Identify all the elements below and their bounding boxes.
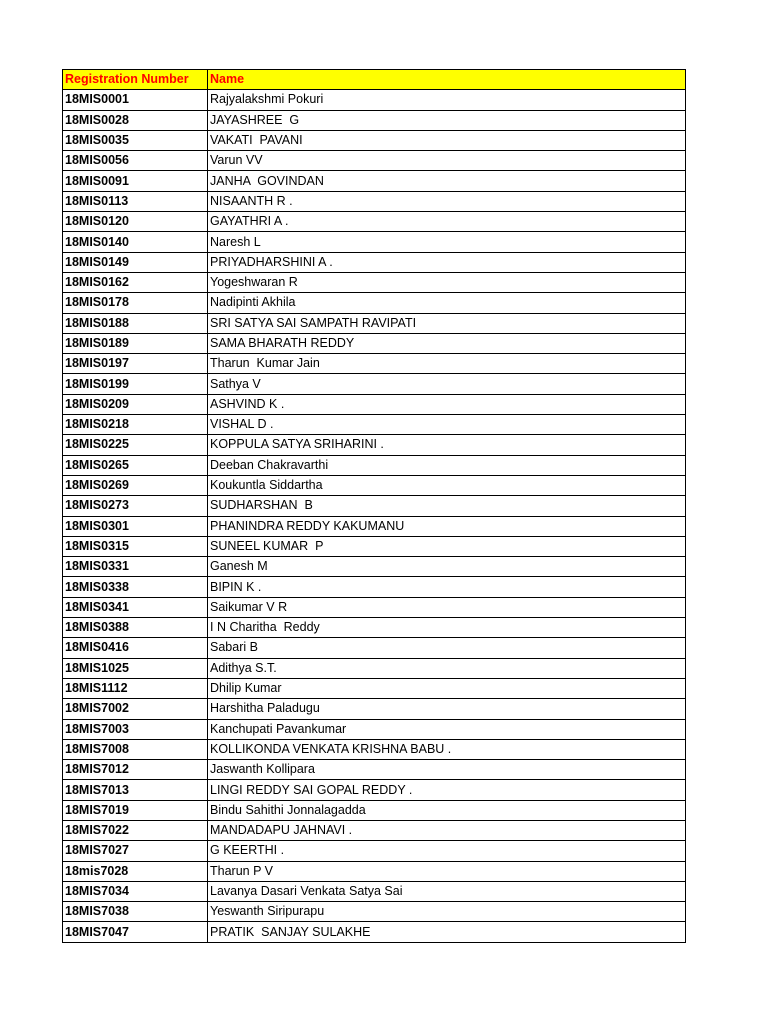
table-row bbox=[63, 110, 686, 130]
registration-number-cell: 18MIS0091 bbox=[63, 171, 208, 191]
table-row bbox=[63, 536, 686, 556]
table-row bbox=[63, 354, 686, 374]
student-name-cell: PHANINDRA REDDY KAKUMANU bbox=[208, 516, 686, 536]
student-name-cell: Sathya V bbox=[208, 374, 686, 394]
table-row bbox=[63, 719, 686, 739]
table-row bbox=[63, 922, 686, 942]
registration-number-cell: 18MIS7013 bbox=[63, 780, 208, 800]
student-name-cell: Tharun P V bbox=[208, 861, 686, 881]
table-row bbox=[63, 475, 686, 495]
registration-number-cell: 18MIS0315 bbox=[63, 536, 208, 556]
table-row bbox=[63, 171, 686, 191]
registration-number-cell: 18MIS7002 bbox=[63, 699, 208, 719]
student-name-cell: Rajyalakshmi Pokuri bbox=[208, 90, 686, 110]
table-row bbox=[63, 394, 686, 414]
header-registration-number: Registration Number bbox=[63, 70, 208, 90]
table-row bbox=[63, 212, 686, 232]
table-row bbox=[63, 151, 686, 171]
table-row bbox=[63, 780, 686, 800]
registration-number-cell: 18MIS0197 bbox=[63, 354, 208, 374]
header-name: Name bbox=[208, 70, 686, 90]
student-name-cell: Yeswanth Siripurapu bbox=[208, 902, 686, 922]
student-name-cell: NISAANTH R . bbox=[208, 191, 686, 211]
registration-number-cell: 18MIS7027 bbox=[63, 841, 208, 861]
registration-number-cell: 18MIS0113 bbox=[63, 191, 208, 211]
table-row bbox=[63, 800, 686, 820]
student-name-cell: Adithya S.T. bbox=[208, 658, 686, 678]
registration-number-cell: 18MIS0162 bbox=[63, 272, 208, 292]
student-name-cell: Lavanya Dasari Venkata Satya Sai bbox=[208, 881, 686, 901]
registration-number-cell: 18MIS0149 bbox=[63, 252, 208, 272]
student-name-cell: VAKATI PAVANI bbox=[208, 130, 686, 150]
table-row bbox=[63, 293, 686, 313]
registration-number-cell: 18MIS0056 bbox=[63, 151, 208, 171]
registration-number-cell: 18MIS0301 bbox=[63, 516, 208, 536]
student-name-cell: Sabari B bbox=[208, 638, 686, 658]
table-row bbox=[63, 881, 686, 901]
registration-number-cell: 18MIS0188 bbox=[63, 313, 208, 333]
student-name-cell: Bindu Sahithi Jonnalagadda bbox=[208, 800, 686, 820]
student-name-cell: KOLLIKONDA VENKATA KRISHNA BABU . bbox=[208, 739, 686, 759]
table-row bbox=[63, 313, 686, 333]
table-row bbox=[63, 658, 686, 678]
table-row bbox=[63, 597, 686, 617]
student-name-cell: MANDADAPU JAHNAVI . bbox=[208, 820, 686, 840]
registration-number-cell: 18MIS7019 bbox=[63, 800, 208, 820]
registration-number-cell: 18MIS0120 bbox=[63, 212, 208, 232]
table-row bbox=[63, 191, 686, 211]
registration-number-cell: 18MIS0218 bbox=[63, 415, 208, 435]
student-registration-table bbox=[62, 69, 686, 943]
table-row bbox=[63, 557, 686, 577]
registration-number-cell: 18MIS0001 bbox=[63, 90, 208, 110]
student-name-cell: LINGI REDDY SAI GOPAL REDDY . bbox=[208, 780, 686, 800]
registration-number-cell: 18MIS0189 bbox=[63, 333, 208, 353]
registration-number-cell: 18MIS1025 bbox=[63, 658, 208, 678]
registration-number-cell: 18MIS0388 bbox=[63, 618, 208, 638]
student-name-cell: Tharun Kumar Jain bbox=[208, 354, 686, 374]
registration-number-cell: 18MIS7034 bbox=[63, 881, 208, 901]
header-row bbox=[63, 70, 686, 90]
student-name-cell: Harshitha Paladugu bbox=[208, 699, 686, 719]
registration-number-cell: 18MIS0028 bbox=[63, 110, 208, 130]
student-name-cell: SAMA BHARATH REDDY bbox=[208, 333, 686, 353]
registration-number-cell: 18MIS7047 bbox=[63, 922, 208, 942]
registration-number-cell: 18mis7028 bbox=[63, 861, 208, 881]
table-row bbox=[63, 739, 686, 759]
student-name-cell: PRIYADHARSHINI A . bbox=[208, 252, 686, 272]
table-row bbox=[63, 618, 686, 638]
registration-number-cell: 18MIS0140 bbox=[63, 232, 208, 252]
registration-number-cell: 18MIS0265 bbox=[63, 455, 208, 475]
registration-number-cell: 18MIS0331 bbox=[63, 557, 208, 577]
table-row bbox=[63, 374, 686, 394]
table-body bbox=[63, 90, 686, 942]
registration-number-cell: 18MIS0209 bbox=[63, 394, 208, 414]
table-row bbox=[63, 699, 686, 719]
table-row bbox=[63, 577, 686, 597]
registration-number-cell: 18MIS1112 bbox=[63, 678, 208, 698]
student-name-cell: JAYASHREE G bbox=[208, 110, 686, 130]
table-row bbox=[63, 760, 686, 780]
student-name-cell: PRATIK SANJAY SULAKHE bbox=[208, 922, 686, 942]
registration-number-cell: 18MIS0269 bbox=[63, 475, 208, 495]
table-row bbox=[63, 455, 686, 475]
table-row bbox=[63, 516, 686, 536]
registration-number-cell: 18MIS7022 bbox=[63, 820, 208, 840]
table-row bbox=[63, 435, 686, 455]
table-row bbox=[63, 496, 686, 516]
student-name-cell: Nadipinti Akhila bbox=[208, 293, 686, 313]
table-row bbox=[63, 130, 686, 150]
table-row bbox=[63, 902, 686, 922]
student-name-cell: SUDHARSHAN B bbox=[208, 496, 686, 516]
student-name-cell: Ganesh M bbox=[208, 557, 686, 577]
student-name-cell: Kanchupati Pavankumar bbox=[208, 719, 686, 739]
student-name-cell: ASHVIND K . bbox=[208, 394, 686, 414]
table-row bbox=[63, 272, 686, 292]
registration-number-cell: 18MIS0273 bbox=[63, 496, 208, 516]
table-row bbox=[63, 678, 686, 698]
registration-number-cell: 18MIS0341 bbox=[63, 597, 208, 617]
registration-number-cell: 18MIS0416 bbox=[63, 638, 208, 658]
registration-number-cell: 18MIS7008 bbox=[63, 739, 208, 759]
student-name-cell: SUNEEL KUMAR P bbox=[208, 536, 686, 556]
student-name-cell: KOPPULA SATYA SRIHARINI . bbox=[208, 435, 686, 455]
student-name-cell: Deeban Chakravarthi bbox=[208, 455, 686, 475]
table-row bbox=[63, 861, 686, 881]
registration-number-cell: 18MIS0178 bbox=[63, 293, 208, 313]
student-name-cell: Koukuntla Siddartha bbox=[208, 475, 686, 495]
registration-number-cell: 18MIS0035 bbox=[63, 130, 208, 150]
student-name-cell: I N Charitha Reddy bbox=[208, 618, 686, 638]
registration-number-cell: 18MIS0338 bbox=[63, 577, 208, 597]
student-name-cell: Yogeshwaran R bbox=[208, 272, 686, 292]
student-name-cell: Dhilip Kumar bbox=[208, 678, 686, 698]
student-name-cell: BIPIN K . bbox=[208, 577, 686, 597]
table-row bbox=[63, 638, 686, 658]
student-name-cell: G KEERTHI . bbox=[208, 841, 686, 861]
registration-number-cell: 18MIS0225 bbox=[63, 435, 208, 455]
student-name-cell: VISHAL D . bbox=[208, 415, 686, 435]
student-name-cell: JANHA GOVINDAN bbox=[208, 171, 686, 191]
student-name-cell: Saikumar V R bbox=[208, 597, 686, 617]
student-name-cell: Jaswanth Kollipara bbox=[208, 760, 686, 780]
table-row bbox=[63, 841, 686, 861]
table-row bbox=[63, 90, 686, 110]
table-row bbox=[63, 333, 686, 353]
table-row bbox=[63, 820, 686, 840]
student-name-cell: Varun VV bbox=[208, 151, 686, 171]
student-name-cell: SRI SATYA SAI SAMPATH RAVIPATI bbox=[208, 313, 686, 333]
table-row bbox=[63, 415, 686, 435]
registration-number-cell: 18MIS7003 bbox=[63, 719, 208, 739]
table-row bbox=[63, 232, 686, 252]
registration-number-cell: 18MIS7012 bbox=[63, 760, 208, 780]
registration-number-cell: 18MIS7038 bbox=[63, 902, 208, 922]
student-name-cell: Naresh L bbox=[208, 232, 686, 252]
table-row bbox=[63, 252, 686, 272]
registration-number-cell: 18MIS0199 bbox=[63, 374, 208, 394]
student-name-cell: GAYATHRI A . bbox=[208, 212, 686, 232]
